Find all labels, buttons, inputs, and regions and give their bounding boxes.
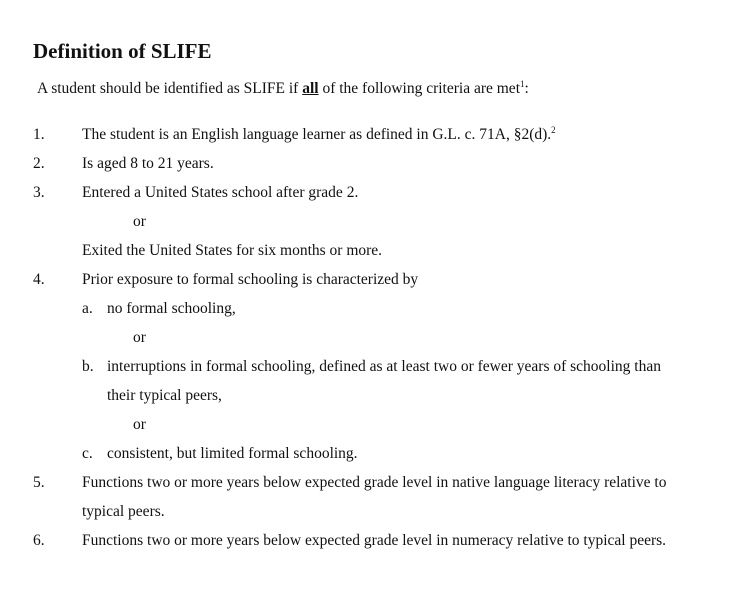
criterion-text-4: Prior exposure to formal schooling is characterized by	[82, 271, 419, 288]
option-a	[82, 299, 236, 319]
option-b-text-line2: their typical peers,	[107, 387, 222, 404]
intro-text-before: A student should be identified as SLIFE if	[37, 80, 303, 97]
option-c-letter: c.	[82, 445, 93, 462]
or-connector-3: or	[133, 213, 146, 230]
criterion-text-6: Functions two or more years below expected grade level in numeracy relative to typical peers.	[82, 532, 667, 549]
or-connector-4a: or	[133, 329, 146, 346]
criterion-number-2: 2.	[33, 155, 45, 172]
criterion-number-6: 6.	[33, 532, 45, 549]
option-b-text-line1: interruptions in formal schooling, defined as at least two or fewer years of schooling than	[107, 358, 661, 375]
criterion-text-1	[82, 125, 556, 145]
option-a-text: no formal schooling,	[107, 300, 236, 317]
footnote-marker-2: 2	[551, 125, 556, 135]
criterion-number-4: 4.	[33, 271, 45, 288]
option-c-text: consistent, but limited formal schooling.	[107, 445, 358, 462]
option-b	[82, 357, 661, 377]
criterion-1-body: The student is an English language learner as defined in G.L. c. 71A, §2(d).	[82, 126, 552, 143]
footnote-marker-1: 1	[520, 79, 525, 89]
criterion-text-3: Entered a United States school after grade 2.	[82, 184, 359, 201]
option-a-letter: a.	[82, 300, 93, 317]
or-connector-4b: or	[133, 416, 146, 433]
intro-text-after: of the following criteria are met	[318, 80, 520, 97]
intro-colon: :	[524, 80, 529, 97]
option-c	[82, 444, 358, 464]
criterion-text-5-line1: Functions two or more years below expected grade level in native language literacy relative to	[82, 474, 667, 491]
criterion-text-3-alt: Exited the United States for six months or more.	[82, 242, 383, 259]
criterion-text-5-line2: typical peers.	[82, 503, 165, 520]
page-title: Definition of SLIFE	[33, 39, 212, 63]
option-b-letter: b.	[82, 358, 94, 375]
criterion-number-5: 5.	[33, 474, 45, 491]
criterion-text-2: Is aged 8 to 21 years.	[82, 155, 214, 172]
criterion-number-3: 3.	[33, 184, 45, 201]
criterion-number-1: 1.	[33, 126, 45, 143]
intro-sentence	[37, 79, 529, 99]
intro-emphasis: all	[302, 80, 319, 97]
